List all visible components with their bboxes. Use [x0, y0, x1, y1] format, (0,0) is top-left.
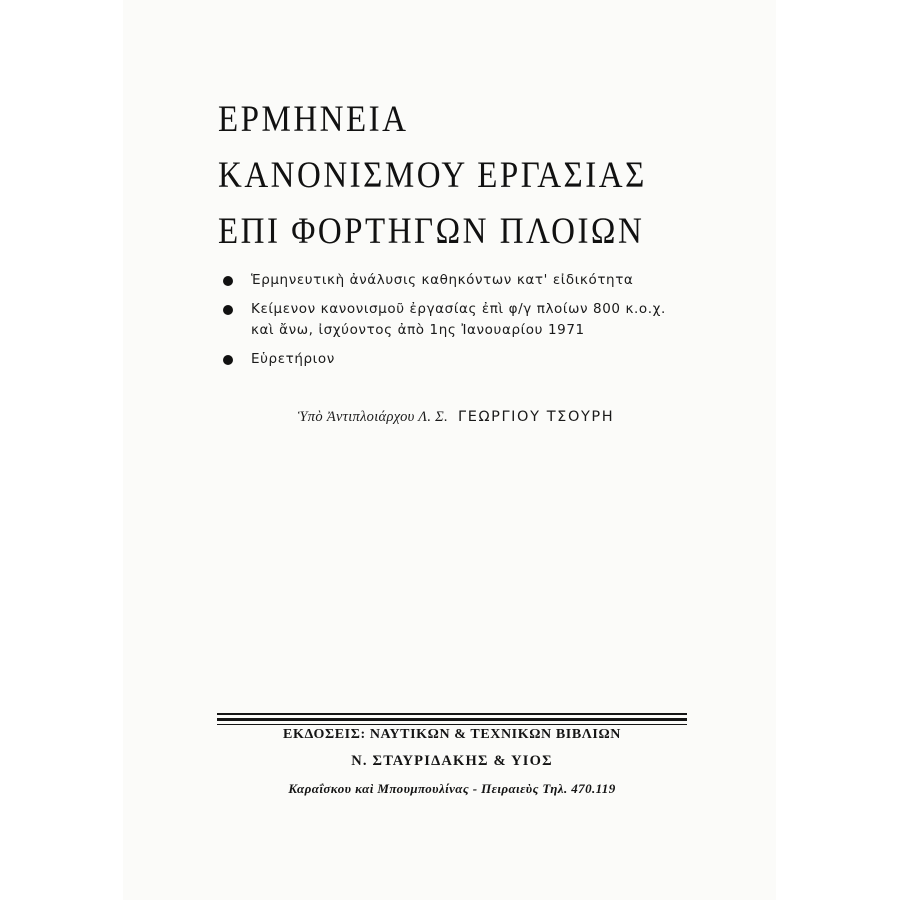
contents-item-text: Ἑρμηνευτικὴ ἀνάλυσις καθηκόντων κατ' εἰδικότητα: [251, 272, 634, 288]
divider-line: [217, 718, 687, 721]
publisher-block: [217, 726, 687, 798]
divider-line: [217, 724, 687, 726]
author-rank: Ὑπὸ Ἀντιπλοιάρχου Λ. Σ.: [298, 409, 449, 425]
contents-item-2: [223, 299, 666, 341]
contents-item-text: Εὑρετήριον: [251, 351, 335, 367]
contents-item-text: Κείμενον κανονισμοῦ ἐργασίας ἐπὶ φ/γ πλοίων 800 κ.ο.χ.: [251, 301, 666, 317]
contents-list: [223, 270, 666, 378]
publisher-name: Ν. ΣΤΑΥΡΙΔΑΚΗΣ & ΥΙΟΣ: [351, 753, 553, 769]
title-line-2: ΚΑΝΟΝΙΣΜΟΥ ΕΡΓΑΣΙΑΣ: [218, 155, 647, 197]
author-name: ΓΕΩΡΓΙΟΥ ΤΣΟΥΡΗ: [458, 409, 615, 425]
book-title: [218, 92, 647, 260]
bullet-dot-icon: [223, 276, 233, 286]
contents-item-3: [223, 349, 666, 370]
contents-item-1: [223, 270, 666, 291]
bullet-dot-icon: [223, 305, 233, 315]
title-line-3: ΕΠΙ ΦΟΡΤΗΓΩΝ ΠΛΟΙΩΝ: [218, 211, 645, 253]
bullet-dot-icon: [223, 355, 233, 365]
contents-item-text-continued: καὶ ἄνω, ἰσχύοντος ἀπὸ 1ης Ἰανουαρίου 1971: [251, 322, 585, 338]
title-line-1: ΕΡΜΗΝΕΙΑ: [218, 99, 409, 141]
author-credit: [298, 408, 614, 426]
publisher-series: ΕΚΔΟΣΕΙΣ: ΝΑΥΤΙΚΩΝ & ΤΕΧΝΙΚΩΝ ΒΙΒΛΙΩΝ: [283, 727, 621, 742]
publisher-divider: [217, 713, 687, 725]
divider-line: [217, 713, 687, 715]
publisher-address: Καραΐσκου καὶ Μπουμπουλίνας - Πειραιεὺς Τηλ. 470.119: [288, 781, 616, 796]
book-page: [123, 0, 776, 900]
